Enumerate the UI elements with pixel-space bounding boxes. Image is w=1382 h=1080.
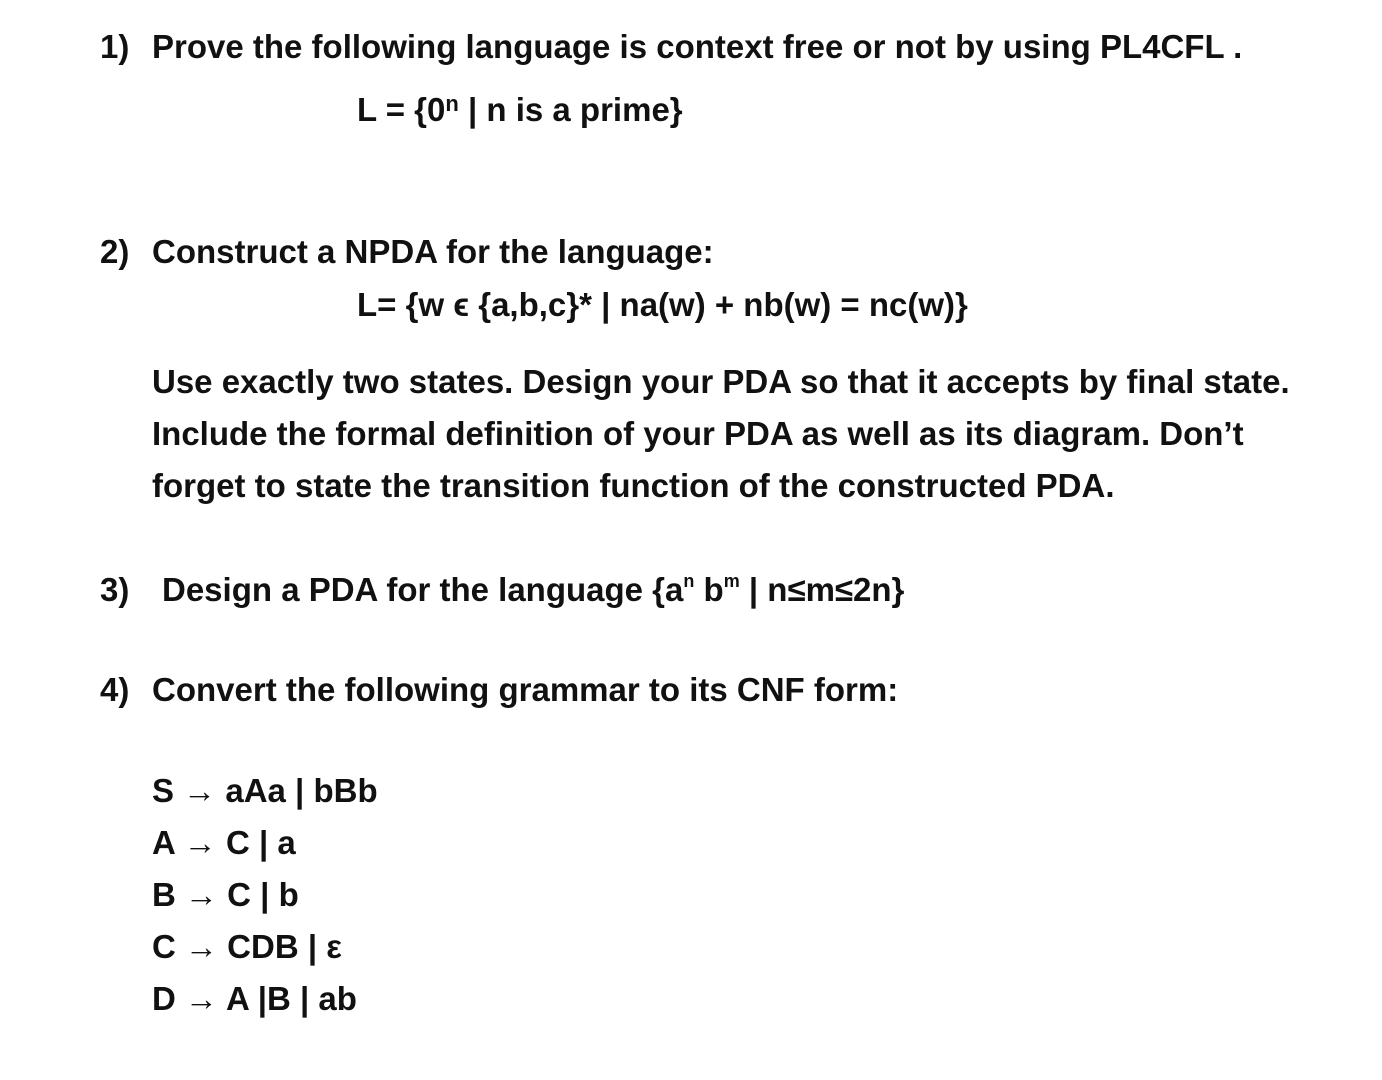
question-3-sup-n: n xyxy=(683,571,695,591)
question-2-language: L= {w ϵ {a,b,c}* | na(w) + nb(w) = nc(w)} xyxy=(357,286,968,323)
question-2-para-line-2: Include the formal definition of your PDA as well as its diagram. Don’t xyxy=(152,415,1244,452)
question-4-text: Convert the following grammar to its CNF form: xyxy=(152,671,899,708)
question-1-number: 1) xyxy=(100,28,130,65)
question-2-heading xyxy=(100,232,714,272)
grammar-rule-c: C → CDB | ε xyxy=(152,928,342,965)
question-3-mid: b xyxy=(694,571,724,608)
grammar-rule-s: S → aAa | bBb xyxy=(152,772,378,809)
question-4-number: 4) xyxy=(100,671,130,708)
grammar-rule-a: A → C | a xyxy=(152,824,296,861)
question-4-heading xyxy=(100,670,898,710)
question-2-text: Construct a NPDA for the language: xyxy=(152,233,714,270)
question-2-number: 2) xyxy=(100,233,130,270)
question-3-text-prefix: Design a PDA for the language {a xyxy=(162,571,684,608)
question-1-text: Prove the following language is context free or not by using PL4CFL . xyxy=(152,28,1243,65)
question-3-sup-m: m xyxy=(723,571,740,591)
question-3-heading xyxy=(100,570,904,610)
question-2-para-line-3: forget to state the transition function of the constructed PDA. xyxy=(152,467,1115,504)
q1-lang-prefix: L = {0 xyxy=(357,91,446,128)
grammar-rule-b: B → C | b xyxy=(152,876,299,913)
q1-lang-suffix: | n is a prime} xyxy=(458,91,683,128)
question-3-text-suffix: | n≤m≤2n} xyxy=(739,571,905,608)
q1-lang-sup: n xyxy=(445,91,459,116)
grammar-rule-d: D → A |B | ab xyxy=(152,980,357,1017)
question-3-number: 3) xyxy=(100,571,130,608)
question-2-para-line-1: Use exactly two states. Design your PDA so that it accepts by final state. xyxy=(152,363,1290,400)
question-1-heading xyxy=(100,27,1242,67)
question-1-language xyxy=(357,90,683,130)
